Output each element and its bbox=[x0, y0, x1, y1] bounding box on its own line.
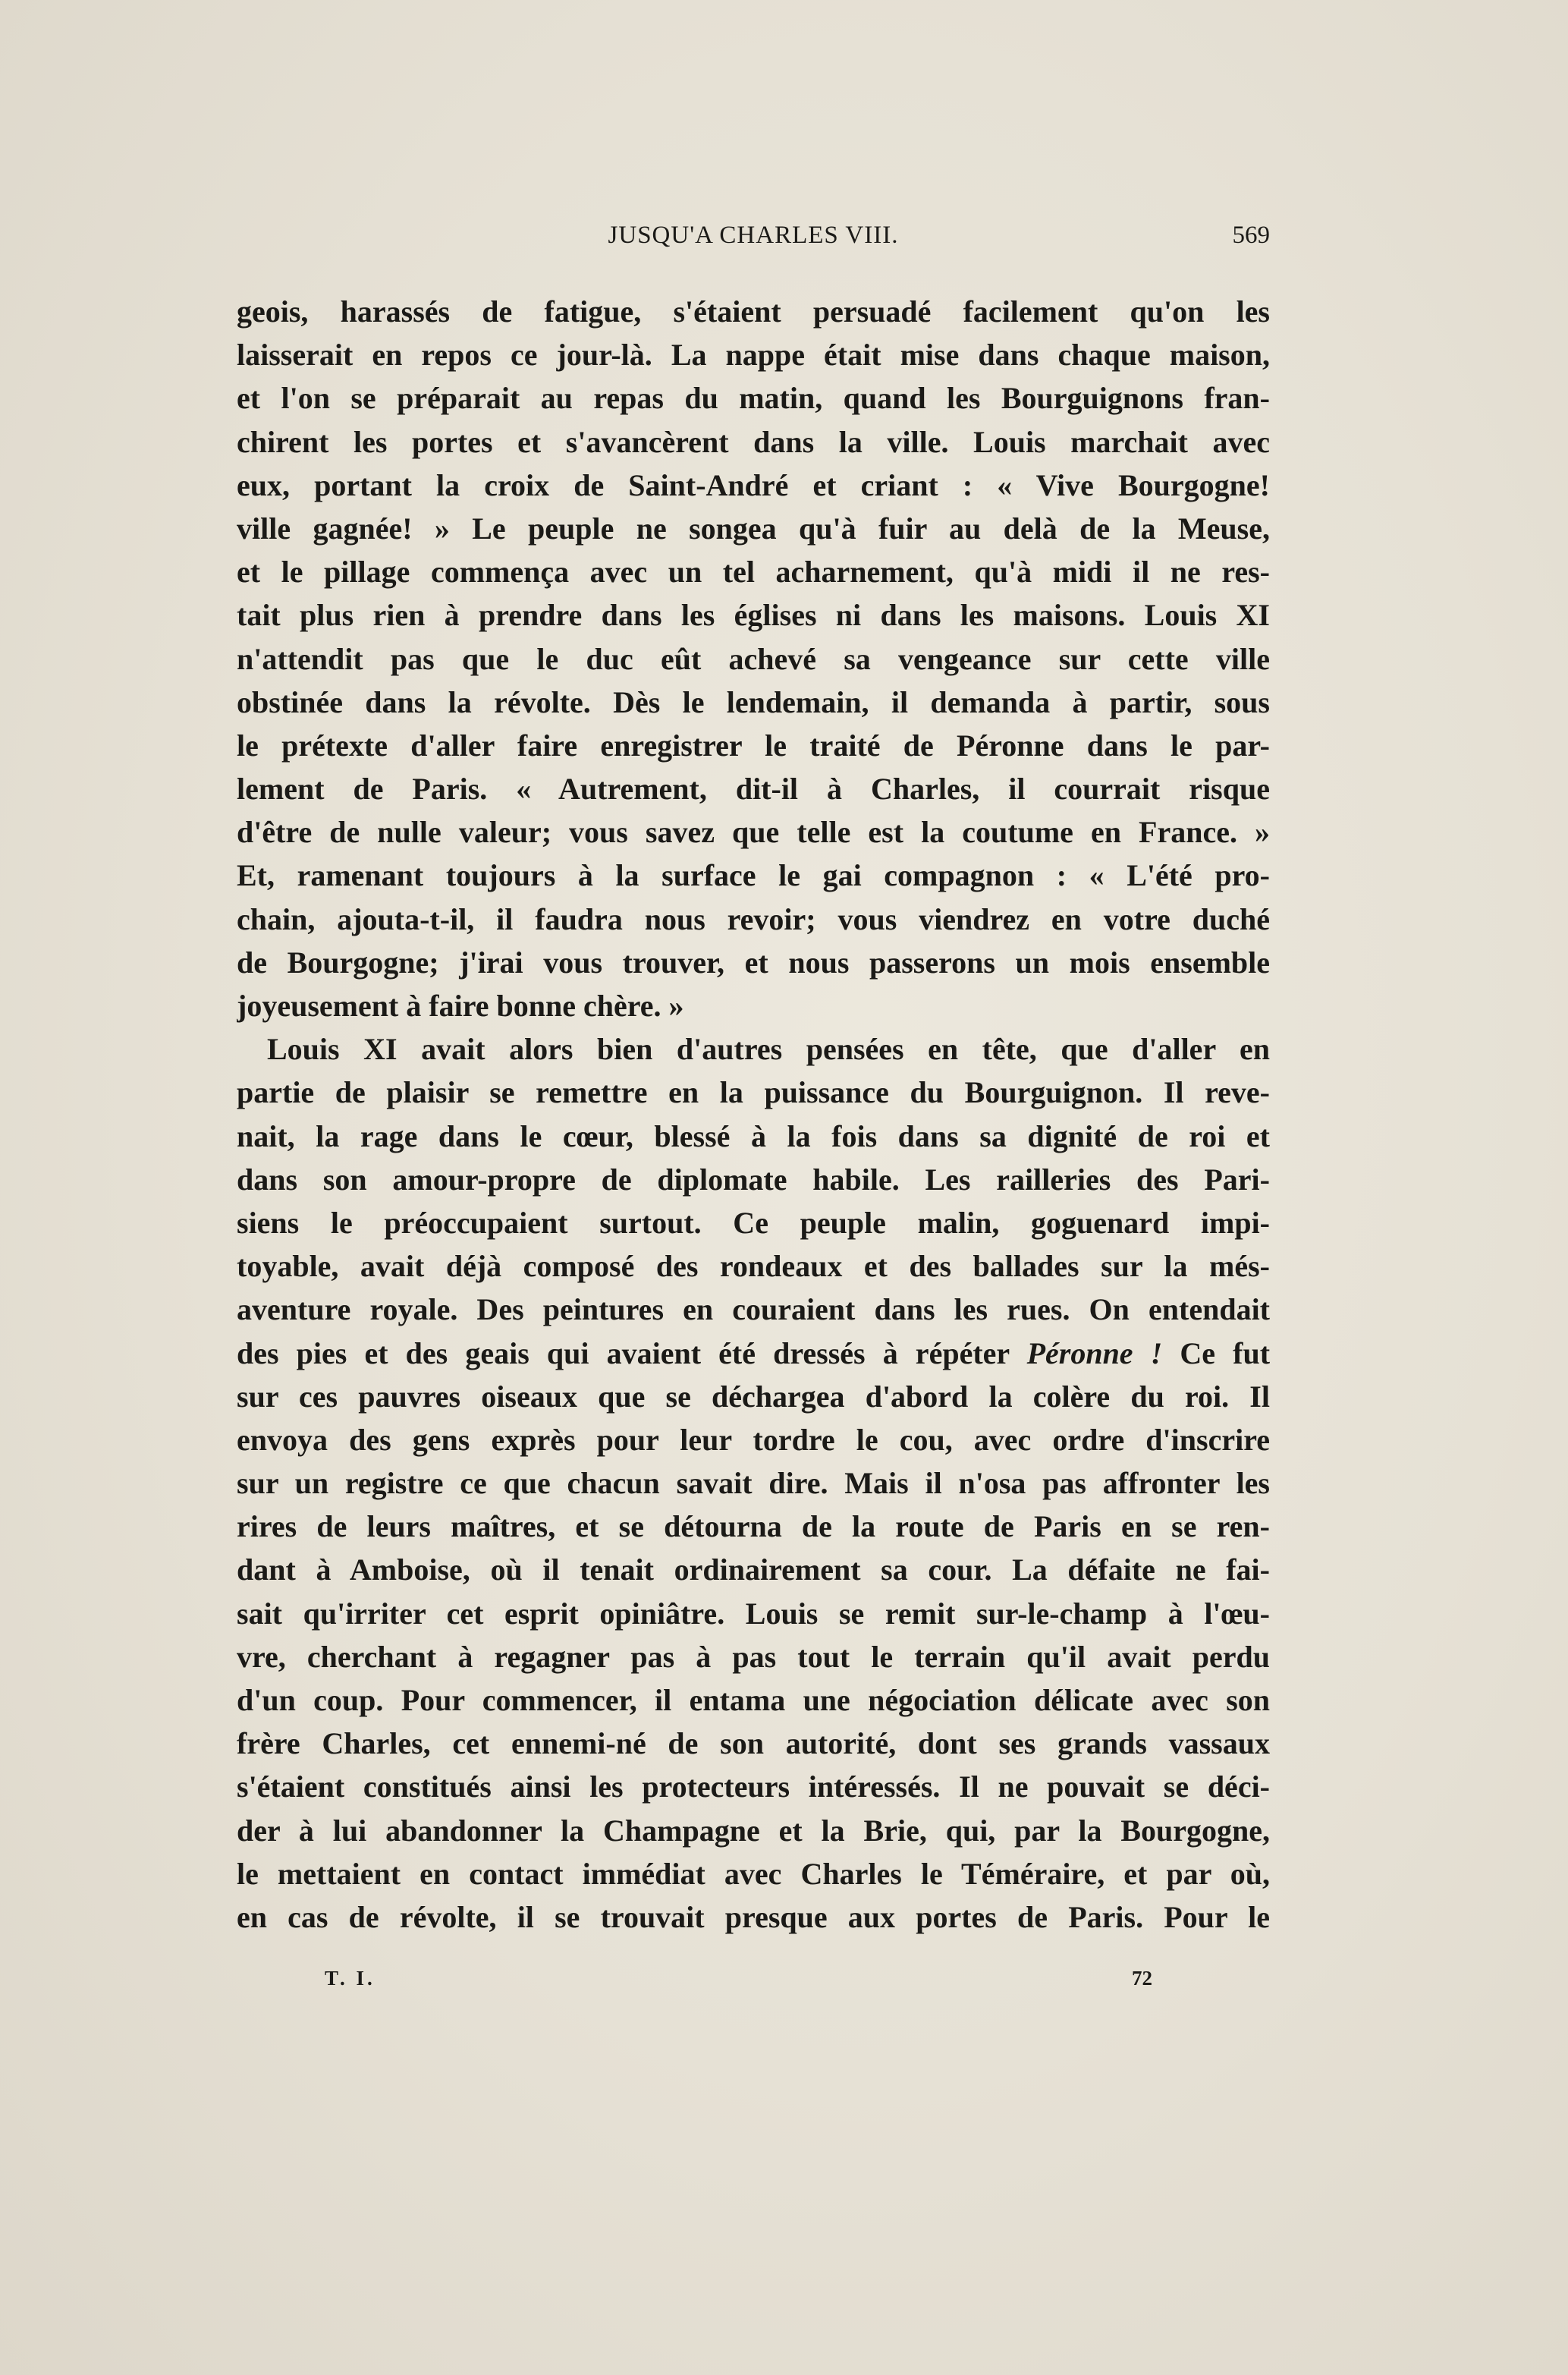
text-segment: Ce fut bbox=[1180, 1335, 1270, 1370]
text-line: ville gagnée! » Le peuple ne songea qu'à fuir au delà de la Meuse, bbox=[237, 511, 1270, 546]
text-line: rires de leurs maîtres, et se détourna de la route de Paris en se ren- bbox=[237, 1509, 1270, 1544]
signature-number: 72 bbox=[1132, 1967, 1152, 1990]
running-head bbox=[237, 222, 1270, 255]
text-line: frère Charles, cet ennemi-né de son autorité, dont ses grands vassaux bbox=[237, 1726, 1270, 1761]
text-line: laisserait en repos ce jour-là. La nappe était mise dans chaque maison, bbox=[237, 338, 1270, 373]
text-line: dant à Amboise, où il tenait ordinairement sa cour. La défaite ne fai- bbox=[237, 1552, 1270, 1587]
text-line: vre, cherchant à regagner pas à pas tout le terrain qu'il avait perdu bbox=[237, 1639, 1270, 1674]
text-line: aventure royale. Des peintures en couraient dans les rues. On entendait bbox=[237, 1292, 1270, 1327]
text-line-with-italic bbox=[237, 1332, 1270, 1375]
text-line: eux, portant la croix de Saint-André et criant : « Vive Bourgogne! bbox=[237, 467, 1270, 502]
volume-signature: T. I. bbox=[325, 1967, 376, 1990]
text-line: et le pillage commença avec un tel acharnement, qu'à midi il ne res- bbox=[237, 555, 1270, 590]
text-line: n'attendit pas que le duc eût achevé sa vengeance sur cette ville bbox=[237, 641, 1270, 676]
text-line: nait, la rage dans le cœur, blessé à la fois dans sa dignité de roi et bbox=[237, 1118, 1270, 1153]
text-line: et l'on se préparait au repas du matin, quand les Bourguignons fran- bbox=[237, 381, 1270, 416]
running-title: JUSQU'A CHARLES VIII. bbox=[608, 222, 899, 249]
paragraph-start-line: Louis XI avait alors bien d'autres pensées en tête, que d'aller en bbox=[267, 1032, 1270, 1067]
text-line: en cas de révolte, il se trouvait presque aux portes de Paris. Pour le bbox=[237, 1899, 1270, 1934]
text-line: sur ces pauvres oiseaux que se déchargea d'abord la colère du roi. Il bbox=[237, 1379, 1270, 1414]
text-line: le mettaient en contact immédiat avec Charles le Téméraire, et par où, bbox=[237, 1856, 1270, 1891]
paragraph-end-line: joyeusement à faire bonne chère. » bbox=[237, 989, 684, 1023]
text-line: siens le préoccupaient surtout. Ce peuple malin, goguenard impi- bbox=[237, 1205, 1270, 1240]
text-line: chain, ajouta-t-il, il faudra nous revoir; vous viendrez en votre duché bbox=[237, 901, 1270, 936]
text-line: tait plus rien à prendre dans les églises ni dans les maisons. Louis XI bbox=[237, 598, 1270, 633]
text-line: lement de Paris. « Autrement, dit-il à Charles, il courrait risque bbox=[237, 772, 1270, 807]
italic-word: Péronne ! bbox=[1026, 1335, 1163, 1370]
text-line: s'étaient constitués ainsi les protecteurs intéressés. Il ne pouvait se déci- bbox=[237, 1769, 1270, 1804]
text-line: toyable, avait déjà composé des rondeaux et des ballades sur la més- bbox=[237, 1249, 1270, 1284]
text-line: d'être de nulle valeur; vous savez que telle est la coutume en France. » bbox=[237, 815, 1270, 850]
text-line: partie de plaisir se remettre en la puissance du Bourguignon. Il reve- bbox=[237, 1075, 1270, 1110]
text-line: le prétexte d'aller faire enregistrer le traité de Péronne dans le par- bbox=[237, 728, 1270, 763]
text-line: chirent les portes et s'avancèrent dans la ville. Louis marchait avec bbox=[237, 424, 1270, 459]
text-line: sur un registre ce que chacun savait dire. Mais il n'osa pas affronter les bbox=[237, 1466, 1270, 1501]
text-line: envoya des gens exprès pour leur tordre le cou, avec ordre d'inscrire bbox=[237, 1422, 1270, 1457]
text-line: geois, harassés de fatigue, s'étaient persuadé facilement qu'on les bbox=[237, 294, 1270, 329]
text-line: sait qu'irriter cet esprit opiniâtre. Louis se remit sur-le-champ à l'œu- bbox=[237, 1596, 1270, 1631]
page-number: 569 bbox=[1232, 222, 1270, 249]
text-line: d'un coup. Pour commencer, il entama une négociation délicate avec son bbox=[237, 1683, 1270, 1717]
text-line: Et, ramenant toujours à la surface le gai compagnon : « L'été pro- bbox=[237, 858, 1270, 893]
text-line: der à lui abandonner la Champagne et la Brie, qui, par la Bourgogne, bbox=[237, 1813, 1270, 1848]
text-line: de Bourgogne; j'irai vous trouver, et nous passerons un mois ensemble bbox=[237, 945, 1270, 980]
page-footer bbox=[237, 1967, 1270, 1997]
body-text bbox=[237, 290, 1270, 1939]
text-line: obstinée dans la révolte. Dès le lendemain, il demanda à partir, sous bbox=[237, 684, 1270, 719]
text-line: dans son amour-propre de diplomate habile. Les railleries des Pari- bbox=[237, 1162, 1270, 1197]
text-segment: des pies et des geais qui avaient été dressés à répéter bbox=[237, 1335, 1010, 1370]
